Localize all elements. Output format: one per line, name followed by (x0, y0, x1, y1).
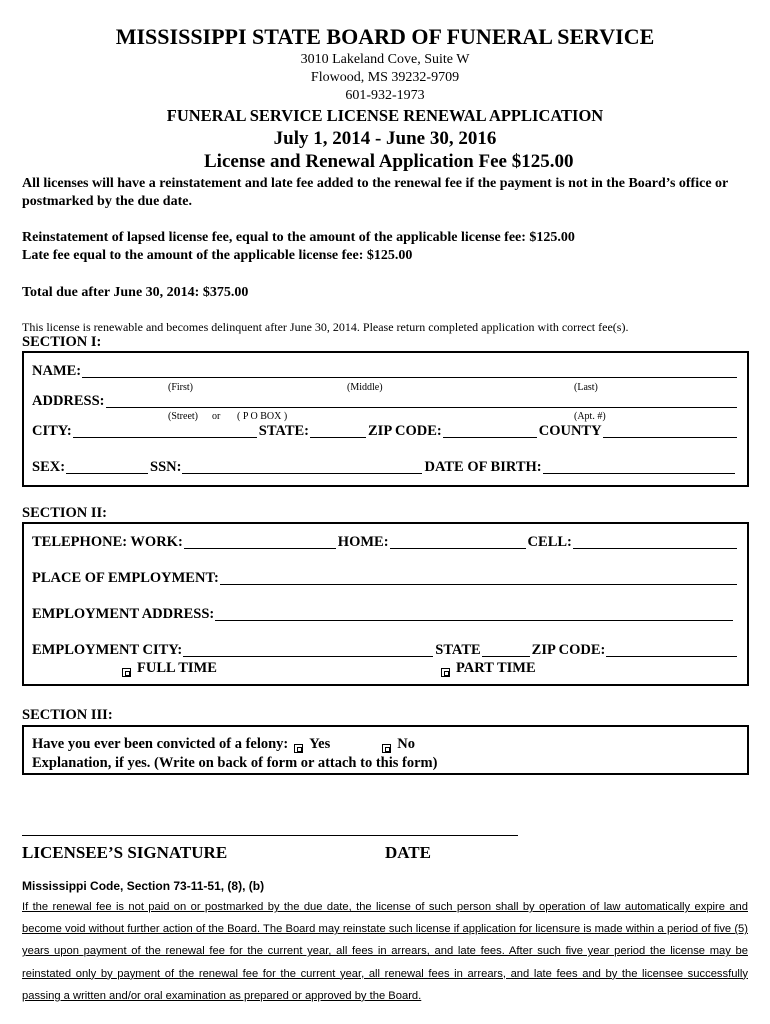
section-1-box (22, 351, 749, 487)
part-time-label: PART TIME (456, 660, 536, 676)
reinstatement-fee: Reinstatement of lapsed license fee, equal to the amount of the applicable license fee: $125.00 (22, 230, 575, 245)
apt-hint: (Apt. #) (574, 411, 606, 422)
sex-field[interactable] (66, 459, 148, 474)
sex-label: SEX: (32, 459, 66, 475)
section-1-title: SECTION I: (22, 334, 102, 350)
employment-city-field[interactable] (183, 642, 433, 657)
felony-question: Have you ever been convicted of a felony: (32, 736, 289, 752)
employment-city-label: EMPLOYMENT CITY: (32, 642, 183, 658)
address-field[interactable] (106, 393, 737, 408)
county-field[interactable] (603, 423, 737, 438)
work-phone-label: TELEPHONE: WORK: (32, 534, 183, 550)
state-field[interactable] (310, 423, 366, 438)
felony-no-label: No (397, 736, 415, 752)
felony-yes-checkbox[interactable] (294, 744, 303, 753)
renewable-notice: This license is renewable and becomes delinquent after June 30, 2014. Please return completed application with correct fee(s). (22, 320, 629, 334)
employment-field[interactable] (220, 570, 737, 585)
street-hint: (Street) (168, 411, 198, 422)
full-time-checkbox[interactable] (122, 668, 131, 677)
employment-address-label: EMPLOYMENT ADDRESS: (32, 606, 215, 622)
board-address-line2: Flowood, MS 39232-9709 (310, 70, 460, 85)
ssn-field[interactable] (182, 459, 422, 474)
felony-yes-label: Yes (309, 736, 331, 752)
dob-field[interactable] (543, 459, 735, 474)
last-hint: (Last) (574, 382, 598, 393)
signature-label: LICENSEE’S SIGNATURE (22, 843, 228, 862)
zip-field[interactable] (443, 423, 537, 438)
full-time-label: FULL TIME (137, 660, 217, 676)
board-address-line1: 3010 Lakeland Cove, Suite W (300, 52, 470, 67)
name-label: NAME: (32, 363, 82, 379)
first-hint: (First) (168, 382, 193, 393)
employment-state-label: STATE (435, 642, 481, 658)
state-label: STATE: (258, 423, 309, 439)
late-fee: Late fee equal to the amount of the applicable license fee: $125.00 (22, 248, 413, 263)
late-notice: All licenses will have a reinstatement and late fee added to the renewal fee if the payment is not in the Board’s office or postmarked by the due date. (22, 176, 729, 209)
pobox-hint: ( P O BOX ) (237, 411, 288, 422)
employment-state-field[interactable] (482, 642, 530, 657)
section-3-title: SECTION III: (22, 707, 113, 723)
dob-label: DATE OF BIRTH: (424, 459, 542, 475)
home-phone-label: HOME: (337, 534, 389, 550)
license-fee: License and Renewal Application Fee $125.00 (204, 151, 574, 172)
section-2-title: SECTION II: (22, 505, 108, 521)
city-field[interactable] (73, 423, 257, 438)
county-label: COUNTY (538, 423, 602, 439)
employment-address-field[interactable] (215, 606, 733, 621)
work-phone-field[interactable] (184, 534, 336, 549)
date-label: DATE (385, 843, 431, 862)
part-time-checkbox[interactable] (441, 668, 450, 677)
ssn-label: SSN: (150, 459, 182, 475)
home-phone-field[interactable] (390, 534, 526, 549)
form-title: FUNERAL SERVICE LICENSE RENEWAL APPLICATION (166, 106, 604, 125)
renewal-law-text: If the renewal fee is not paid on or postmarked by the due date, the license of such person shall by operation of law automatically expire and become void without further action of the Board. The Board may reinstate such license if application for licensure is made within a period of five (5) years upon payment of the renewal fee for the current year, all fees in arrears, and late fees. After such five year period the license may be reinstated only by payment of the renewal fee for the current year, all renewal fees in arrears, and late fees and by the licensee successfully passing a written and/or oral examination as prepared or approved by the Board. (22, 901, 748, 1002)
city-label: CITY: (32, 423, 72, 439)
signature-line[interactable] (22, 835, 518, 836)
zip-label: ZIP CODE: (368, 423, 442, 439)
cell-phone-label: CELL: (527, 534, 572, 550)
employment-zip-label: ZIP CODE: (531, 642, 606, 658)
middle-hint: (Middle) (347, 382, 383, 393)
total-due: Total due after June 30, 2014: $375.00 (22, 285, 249, 300)
board-title: MISSISSIPPI STATE BOARD OF FUNERAL SERVICE (115, 24, 655, 49)
employment-label: PLACE OF EMPLOYMENT: (32, 570, 219, 586)
board-phone: 601-932-1973 (345, 88, 425, 103)
license-period: July 1, 2014 - June 30, 2016 (273, 128, 497, 149)
address-label: ADDRESS: (32, 393, 105, 409)
felony-no-checkbox[interactable] (382, 744, 391, 753)
code-reference: Mississippi Code, Section 73-11-51, (8), (b) (22, 879, 265, 893)
section-2-box (22, 522, 749, 686)
section-3-box (22, 725, 749, 775)
or-hint: or (212, 411, 221, 422)
cell-phone-field[interactable] (573, 534, 737, 549)
felony-explanation: Explanation, if yes. (Write on back of form or attach to this form) (32, 755, 438, 771)
employment-zip-field[interactable] (606, 642, 737, 657)
name-field[interactable] (82, 363, 737, 378)
